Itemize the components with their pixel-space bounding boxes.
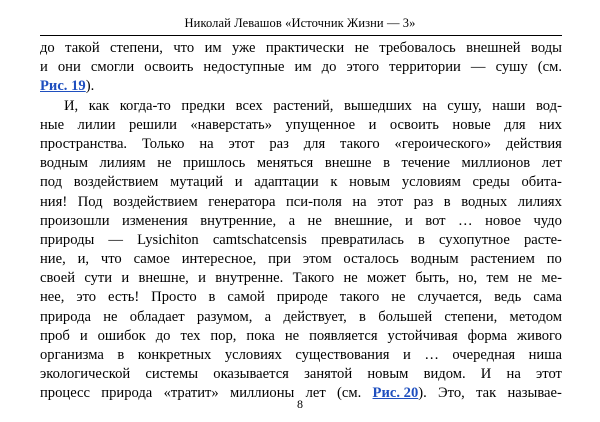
word: них — [539, 116, 562, 133]
word: по — [546, 251, 562, 268]
word: своей — [40, 270, 76, 287]
word: новое — [485, 212, 521, 229]
word: (см. — [537, 59, 562, 76]
text-line — [40, 327, 562, 346]
word: до — [155, 327, 171, 344]
word: такого — [339, 289, 380, 306]
word: вод- — [536, 97, 562, 114]
word: внешней — [466, 40, 521, 56]
word: лет — [305, 385, 326, 402]
word: проб — [40, 327, 70, 344]
word: И — [480, 366, 492, 383]
word: тех — [180, 327, 201, 344]
word: водным — [410, 251, 459, 268]
word: лет — [541, 155, 562, 172]
word: сама — [533, 289, 562, 306]
word: организма — [40, 347, 104, 363]
word: так — [476, 385, 497, 402]
word: что — [100, 251, 122, 268]
word: видом. — [423, 366, 466, 383]
word: не — [343, 270, 358, 287]
word: им — [204, 40, 222, 56]
word: на — [506, 366, 521, 383]
word: природы — [40, 231, 95, 248]
word: такого — [340, 135, 380, 152]
text-line — [40, 116, 562, 135]
word: условиях — [224, 347, 282, 363]
word: действия — [505, 135, 562, 152]
word: к — [330, 174, 338, 191]
word: раз — [413, 193, 434, 210]
word: новые — [452, 116, 491, 133]
word: внешне, — [138, 270, 189, 287]
word: степени, — [444, 308, 498, 325]
word: экологической — [40, 366, 131, 383]
text-line — [40, 250, 562, 269]
word: ведь — [494, 289, 522, 306]
word: решили — [129, 116, 177, 133]
word: когда-то — [119, 97, 171, 114]
word: camtschatcensis — [212, 231, 307, 248]
word: чудо — [533, 212, 562, 229]
word: освоить — [389, 116, 439, 133]
word: сушу, — [447, 97, 482, 114]
word: они — [57, 59, 81, 76]
word: называе- — [507, 385, 562, 402]
word: осталось — [343, 251, 399, 268]
word: оказывается — [213, 366, 289, 383]
text-line — [40, 231, 562, 250]
word: внешне — [324, 155, 372, 172]
word: до — [321, 59, 337, 76]
header-rule — [40, 35, 562, 36]
text-line — [40, 365, 562, 384]
text-line — [40, 193, 562, 212]
word: новым — [367, 366, 409, 383]
word: требовалось — [379, 40, 456, 56]
word: пространства. — [40, 135, 128, 152]
word: этот — [536, 366, 562, 383]
word: пси-поля — [285, 193, 342, 210]
word: лилии — [77, 116, 116, 133]
word: в — [359, 308, 366, 325]
word: всех — [235, 97, 263, 114]
word: на — [352, 193, 367, 210]
word: самое — [133, 251, 170, 268]
figure-link-19[interactable]: Рис. 19 — [40, 78, 86, 95]
word: не — [284, 327, 300, 344]
word: ниша — [528, 347, 562, 363]
text-line — [40, 346, 562, 365]
word: Lysichiton — [137, 231, 199, 248]
word: быть, — [415, 270, 450, 287]
word: а — [264, 308, 272, 325]
text-line — [40, 288, 562, 307]
word: и — [404, 212, 413, 229]
word: не — [307, 212, 322, 229]
link-trailing-text: ). — [418, 385, 427, 402]
page-number: 8 — [297, 397, 303, 411]
word: этого — [346, 59, 380, 76]
word: этот — [228, 135, 255, 152]
word: ния! — [40, 193, 68, 210]
word: миллионы — [229, 385, 295, 402]
word: течение — [401, 155, 450, 172]
word: воздействием — [73, 174, 159, 191]
word: очередная — [452, 347, 516, 363]
word: произошли — [40, 212, 110, 229]
word: превратилась — [320, 231, 404, 248]
word: … — [458, 212, 473, 229]
word: в — [383, 155, 390, 172]
word: обита- — [521, 174, 562, 191]
text-line — [40, 154, 562, 173]
word: этот — [377, 193, 404, 210]
word: недоступные — [203, 59, 285, 76]
word: живого — [517, 327, 562, 344]
word: самой — [227, 289, 265, 306]
word: форма — [467, 327, 508, 344]
word: вышедших — [343, 97, 412, 114]
word: а — [288, 212, 296, 229]
word: действует, — [283, 308, 347, 325]
word: и — [234, 174, 243, 191]
word: и — [368, 116, 377, 133]
word: в — [443, 193, 451, 210]
word: вот — [425, 212, 446, 229]
word: такой — [65, 40, 100, 56]
word: Просто — [151, 289, 197, 306]
word: не — [391, 289, 406, 306]
word: изменения — [122, 212, 188, 229]
word: генератора — [208, 193, 276, 210]
word: в — [417, 231, 425, 248]
word: но, — [458, 270, 478, 287]
word: и — [121, 270, 130, 287]
word: Только — [141, 135, 185, 152]
word: мутаций — [170, 174, 224, 191]
word: наши — [492, 97, 526, 114]
word: появляется — [309, 327, 378, 344]
word: пока — [246, 327, 275, 344]
word: «героического» — [394, 135, 492, 152]
word: не — [354, 40, 369, 56]
word: и — [403, 347, 411, 363]
word: внешние, — [334, 212, 393, 229]
word: в — [117, 347, 125, 363]
text-line — [40, 97, 562, 116]
word: и — [198, 270, 206, 287]
word: среды — [472, 174, 510, 191]
word: при — [268, 251, 292, 268]
word: конкретных — [137, 347, 212, 363]
word: степени, — [110, 40, 163, 56]
word: пришлось — [183, 155, 246, 172]
link-trailing-text: ). — [85, 78, 95, 95]
word: сушу — [495, 59, 528, 76]
text-line — [40, 173, 562, 192]
word: практически — [265, 40, 345, 56]
word: сути — [84, 270, 113, 287]
word: ме- — [541, 270, 562, 287]
word: процесс — [40, 385, 91, 402]
text-line — [40, 58, 562, 77]
word: природа — [40, 308, 91, 325]
word: миллионов — [461, 155, 531, 172]
word: уже — [232, 40, 256, 56]
word: как — [88, 97, 110, 114]
word: новым — [349, 174, 391, 191]
word: природе — [276, 289, 328, 306]
word: предки — [181, 97, 226, 114]
word: «наверстать» — [190, 116, 273, 133]
body-text — [40, 39, 562, 404]
word: под — [40, 174, 63, 191]
word: не — [157, 155, 172, 172]
word: системы — [145, 366, 199, 383]
word: разумом, — [196, 308, 253, 325]
word: территории — [389, 59, 461, 76]
word: до — [40, 40, 55, 56]
text-line — [40, 308, 562, 327]
text-line — [40, 269, 562, 288]
word: на — [422, 97, 437, 114]
text-line — [40, 39, 562, 58]
word: водным — [40, 155, 88, 172]
word: «тратит» — [163, 385, 219, 402]
word: смогли — [90, 59, 135, 76]
word: в — [208, 289, 216, 306]
word: природа — [101, 385, 153, 402]
word: есть! — [108, 289, 140, 306]
word: может — [367, 270, 406, 287]
running-header: Николай Левашов «Источник Жизни — 3» — [184, 16, 416, 30]
word: сухопутное — [438, 231, 510, 248]
word: это — [76, 289, 97, 306]
text-line — [40, 135, 562, 154]
word: большей — [378, 308, 433, 325]
word: и — [40, 59, 48, 76]
word: (см. — [337, 385, 362, 402]
word: воды — [531, 40, 562, 56]
word: ные — [40, 116, 65, 133]
word: лилиях — [517, 193, 562, 210]
word: адаптации — [254, 174, 319, 191]
word: расте- — [523, 231, 562, 248]
word: и — [79, 327, 88, 344]
word: упущенное — [285, 116, 356, 133]
word: и, — [77, 251, 90, 268]
word: случается, — [417, 289, 483, 306]
word: устойчивая — [387, 327, 458, 344]
word: И, — [64, 97, 79, 114]
word: тем — [486, 270, 509, 287]
word: этом — [302, 251, 332, 268]
word: занятой — [304, 366, 353, 383]
word: водных — [461, 193, 508, 210]
word: интересное, — [181, 251, 257, 268]
text-line — [40, 212, 562, 231]
figure-link-20[interactable]: Рис. 20 — [372, 385, 419, 402]
word: растений, — [273, 97, 334, 114]
word: ошибок — [97, 327, 146, 344]
word: нее, — [40, 289, 65, 306]
word: что — [173, 40, 195, 56]
text-line — [40, 77, 562, 96]
word: растением — [470, 251, 535, 268]
word: Такого — [292, 270, 335, 287]
word: не — [517, 270, 533, 287]
word: ние, — [40, 251, 66, 268]
word: внутренне. — [215, 270, 284, 287]
word: — — [470, 59, 486, 76]
word: воздействием — [113, 193, 198, 210]
word: внутренние, — [200, 212, 277, 229]
word: не — [103, 308, 118, 325]
word: пор, — [210, 327, 237, 344]
word: им — [294, 59, 312, 76]
word: для — [504, 116, 526, 133]
word: освоить — [144, 59, 194, 76]
word: на — [199, 135, 214, 152]
word: лилиям — [99, 155, 146, 172]
word: Это, — [438, 385, 465, 402]
word: условиям — [401, 174, 461, 191]
word: методом — [509, 308, 562, 325]
word: обладает — [129, 308, 185, 325]
word: раз — [269, 135, 289, 152]
word: — — [108, 231, 124, 248]
word: существования — [295, 347, 390, 363]
word: … — [424, 347, 439, 363]
word: для — [303, 135, 326, 152]
word: меняться — [256, 155, 314, 172]
word: Под — [77, 193, 103, 210]
